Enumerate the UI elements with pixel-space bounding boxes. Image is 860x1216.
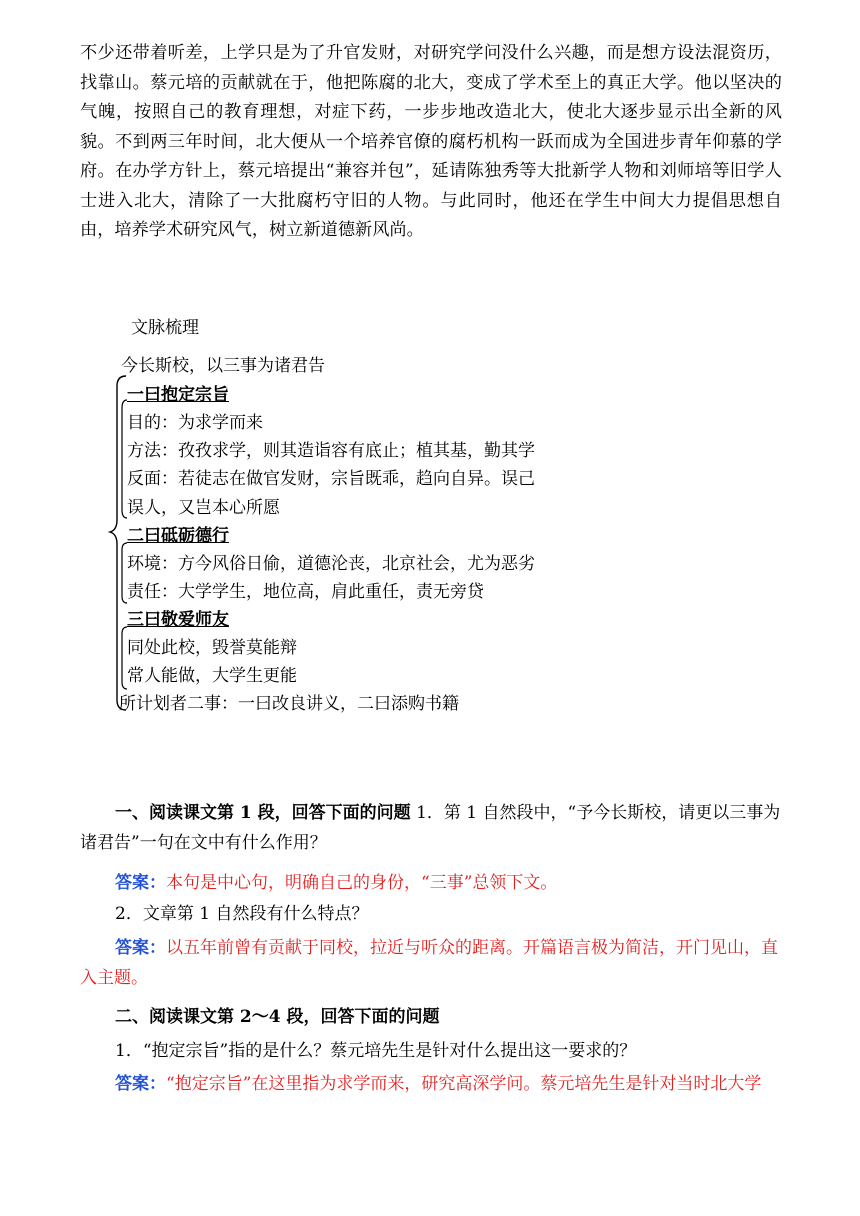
part2-answer-1: [80, 1070, 782, 1100]
answer-label: 答案：: [115, 938, 166, 958]
outline-top: 今长斯校，以三事为诸君告: [121, 356, 325, 376]
outline-item: 责任：大学学生，地位高，肩此重任，责无旁贷: [127, 582, 484, 602]
part1-question-block: [80, 799, 782, 858]
part1-question-2: 2．文章第 1 自然段有什么特点？: [115, 904, 369, 924]
part1-answer-2: [80, 934, 782, 993]
outline-item: 误人，又岂本心所愿: [127, 498, 280, 518]
part2-heading: 二、阅读课文第 2～4 段，回答下面的问题: [115, 1007, 440, 1027]
outline-heading-2: 二曰砥砺德行: [127, 526, 229, 546]
part2-question-1: 1．“抱定宗旨”指的是什么？蔡元培先生是针对什么提出这一要求的？: [115, 1041, 637, 1061]
answer-text: 本句是中心句，明确自己的身份，“三事”总领下文。: [166, 873, 558, 893]
outline-item: 同处此校，毁誉莫能辩: [127, 638, 297, 658]
answer-label: 答案：: [115, 1074, 166, 1094]
answer-text: “抱定宗旨”在这里指为求学而来，研究高深学问。蔡元培先生是针对当时北大学: [166, 1074, 762, 1094]
outline-item: 反面：若徒志在做官发财，宗旨既乖，趋向自异。误己: [127, 469, 535, 489]
part1-heading: 一、阅读课文第 1 段，回答下面的问题: [115, 803, 411, 823]
outer-brace: [110, 376, 126, 710]
outline-bottom: 所计划者二事：一曰改良讲义，二曰添购书籍: [119, 694, 459, 714]
part1-answer-1: [80, 869, 782, 899]
outline-item: 目的：为求学而来: [127, 413, 263, 433]
outline-item: 环境：方今风俗日偷，道德沦丧，北京社会，尤为恶劣: [127, 554, 535, 574]
section-title: 文脉梳理: [131, 318, 199, 338]
intro-paragraph: 不少还带着听差，上学只是为了升官发财，对研究学问没什么兴趣，而是想方设法混资历，找靠山。蔡元培的贡献就在于，他把陈腐的北大，变成了学术至上的真正大学。他以坚决的气魄，按照自己的教育理想，对症下药，一步步地改造北大，使北大逐步显示出全新的风貌。不到两三年时间，北大便从一个培养官僚的腐朽机构一跃而成为全国进步青年仰慕的学府。在办学方针上，蔡元培提出“兼容并包”，延请陈独秀等大批新学人物和刘师培等旧学人士进入北大，清除了一大批腐朽守旧的人物。与此同时，他还在学生中间大力提倡思想自由，培养学术研究风气，树立新道德新风尚。: [80, 43, 782, 240]
outline-item: 常人能做，大学生更能: [127, 666, 297, 686]
part1-question-1: 1．第 1 自然段中，“予今长斯校，请更以三事为诸君告”一句在文中有什么作用？: [80, 803, 781, 853]
answer-label: 答案：: [115, 873, 166, 893]
outline-item: 方法：孜孜求学，则其造诣容有底止；植其基，勤其学: [127, 441, 535, 461]
outline-heading-3: 三曰敬爱师友: [127, 610, 229, 630]
outline-heading-1: 一曰抱定宗旨: [127, 385, 229, 405]
answer-text: 以五年前曾有贡献于同校，拉近与听众的距离。开篇语言极为简洁，开门见山，直入主题。: [80, 938, 778, 988]
